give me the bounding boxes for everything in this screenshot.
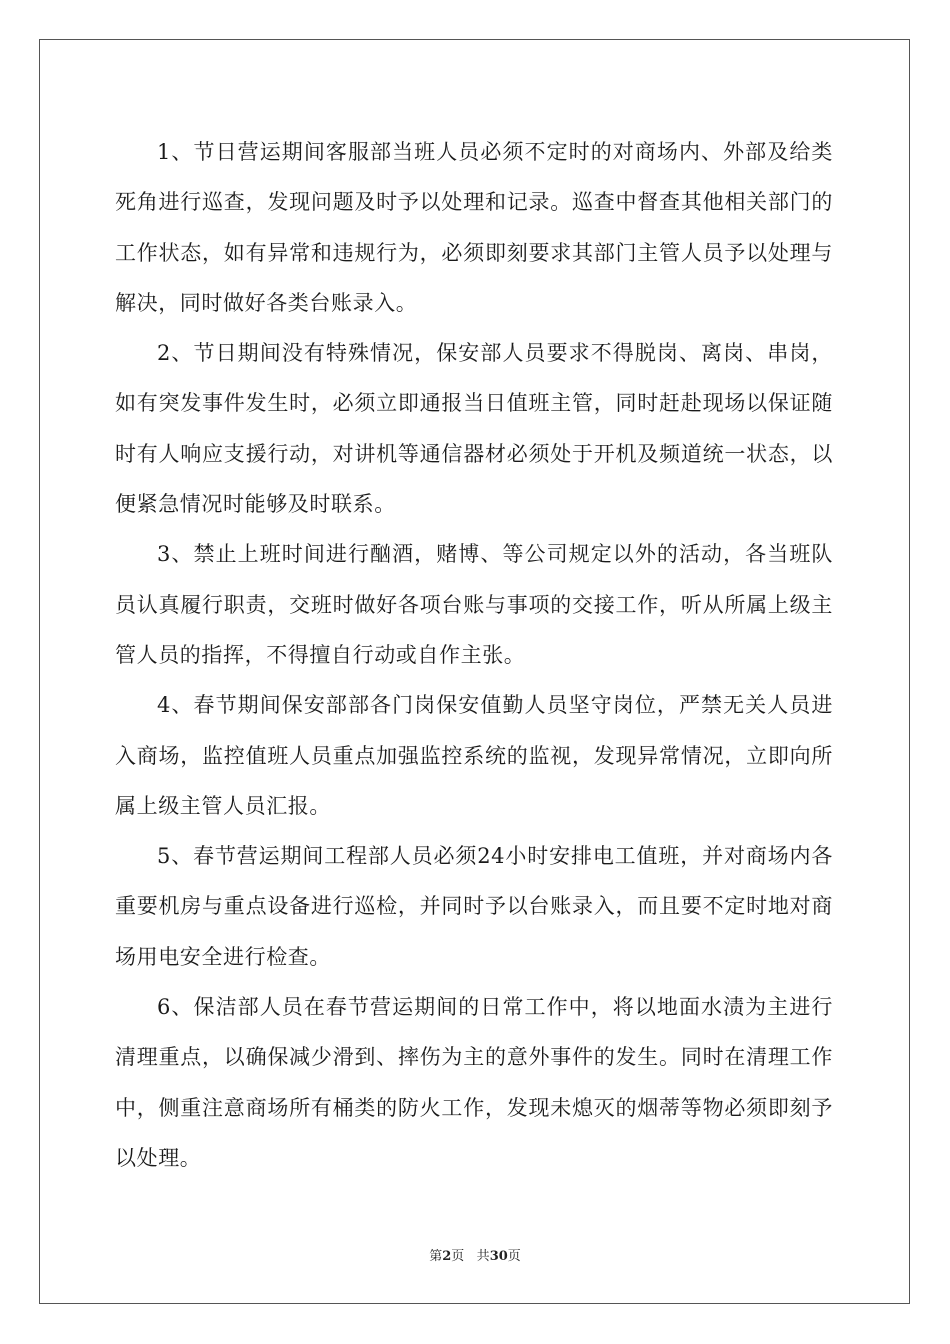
page-label-prefix: 第 <box>429 1249 443 1264</box>
page-number: 2 <box>442 1249 452 1264</box>
document-body <box>115 127 833 1183</box>
paragraph-5: 5、春节营运期间工程部人员必须24小时安排电工值班，并对商场内各重要机房与重点设备进行巡检，并同时予以台账录入，而且要不定时地对商场用电安全进行检查。 <box>115 844 833 969</box>
page-total: 30 <box>489 1249 508 1264</box>
paragraph-3: 3、禁止上班时间进行酗酒，赌博、等公司规定以外的活动，各当班队员认真履行职责，交班时做好各项台账与事项的交接工作，听从所属上级主管人员的指挥，不得擅自行动或自作主张。 <box>115 542 833 667</box>
page-label-suffix: 页 <box>451 1249 465 1264</box>
paragraph-1: 1、节日营运期间客服部当班人员必须不定时的对商场内、外部及给类死角进行巡查，发现问题及时予以处理和记录。巡查中督查其他相关部门的工作状态，如有异常和违规行为，必须即刻要求其部门主管人员予以处理与解决，同时做好各类台账录入。 <box>115 140 833 315</box>
total-label-suffix: 页 <box>507 1249 521 1264</box>
paragraph-6: 6、保洁部人员在春节营运期间的日常工作中，将以地面水渍为主进行清理重点，以确保减少滑到、摔伤为主的意外事件的发生。同时在清理工作中，侧重注意商场所有桶类的防火工作，发现未熄灭的烟蒂等物必须即刻予以处理。 <box>115 995 833 1170</box>
paragraph-2: 2、节日期间没有特殊情况，保安部人员要求不得脱岗、离岗、串岗，如有突发事件发生时，必须立即通报当日值班主管，同时赶赴现场以保证随时有人响应支援行动，对讲机等通信器材必须处于开机及频道统一状态，以便紧急情况时能够及时联系。 <box>115 341 833 517</box>
total-label-prefix: 共 <box>476 1249 490 1264</box>
paragraph-4: 4、春节期间保安部部各门岗保安值勤人员坚守岗位，严禁无关人员进入商场，监控值班人员重点加强监控系统的监视，发现异常情况，立即向所属上级主管人员汇报。 <box>115 693 833 818</box>
page-footer <box>0 1245 950 1264</box>
